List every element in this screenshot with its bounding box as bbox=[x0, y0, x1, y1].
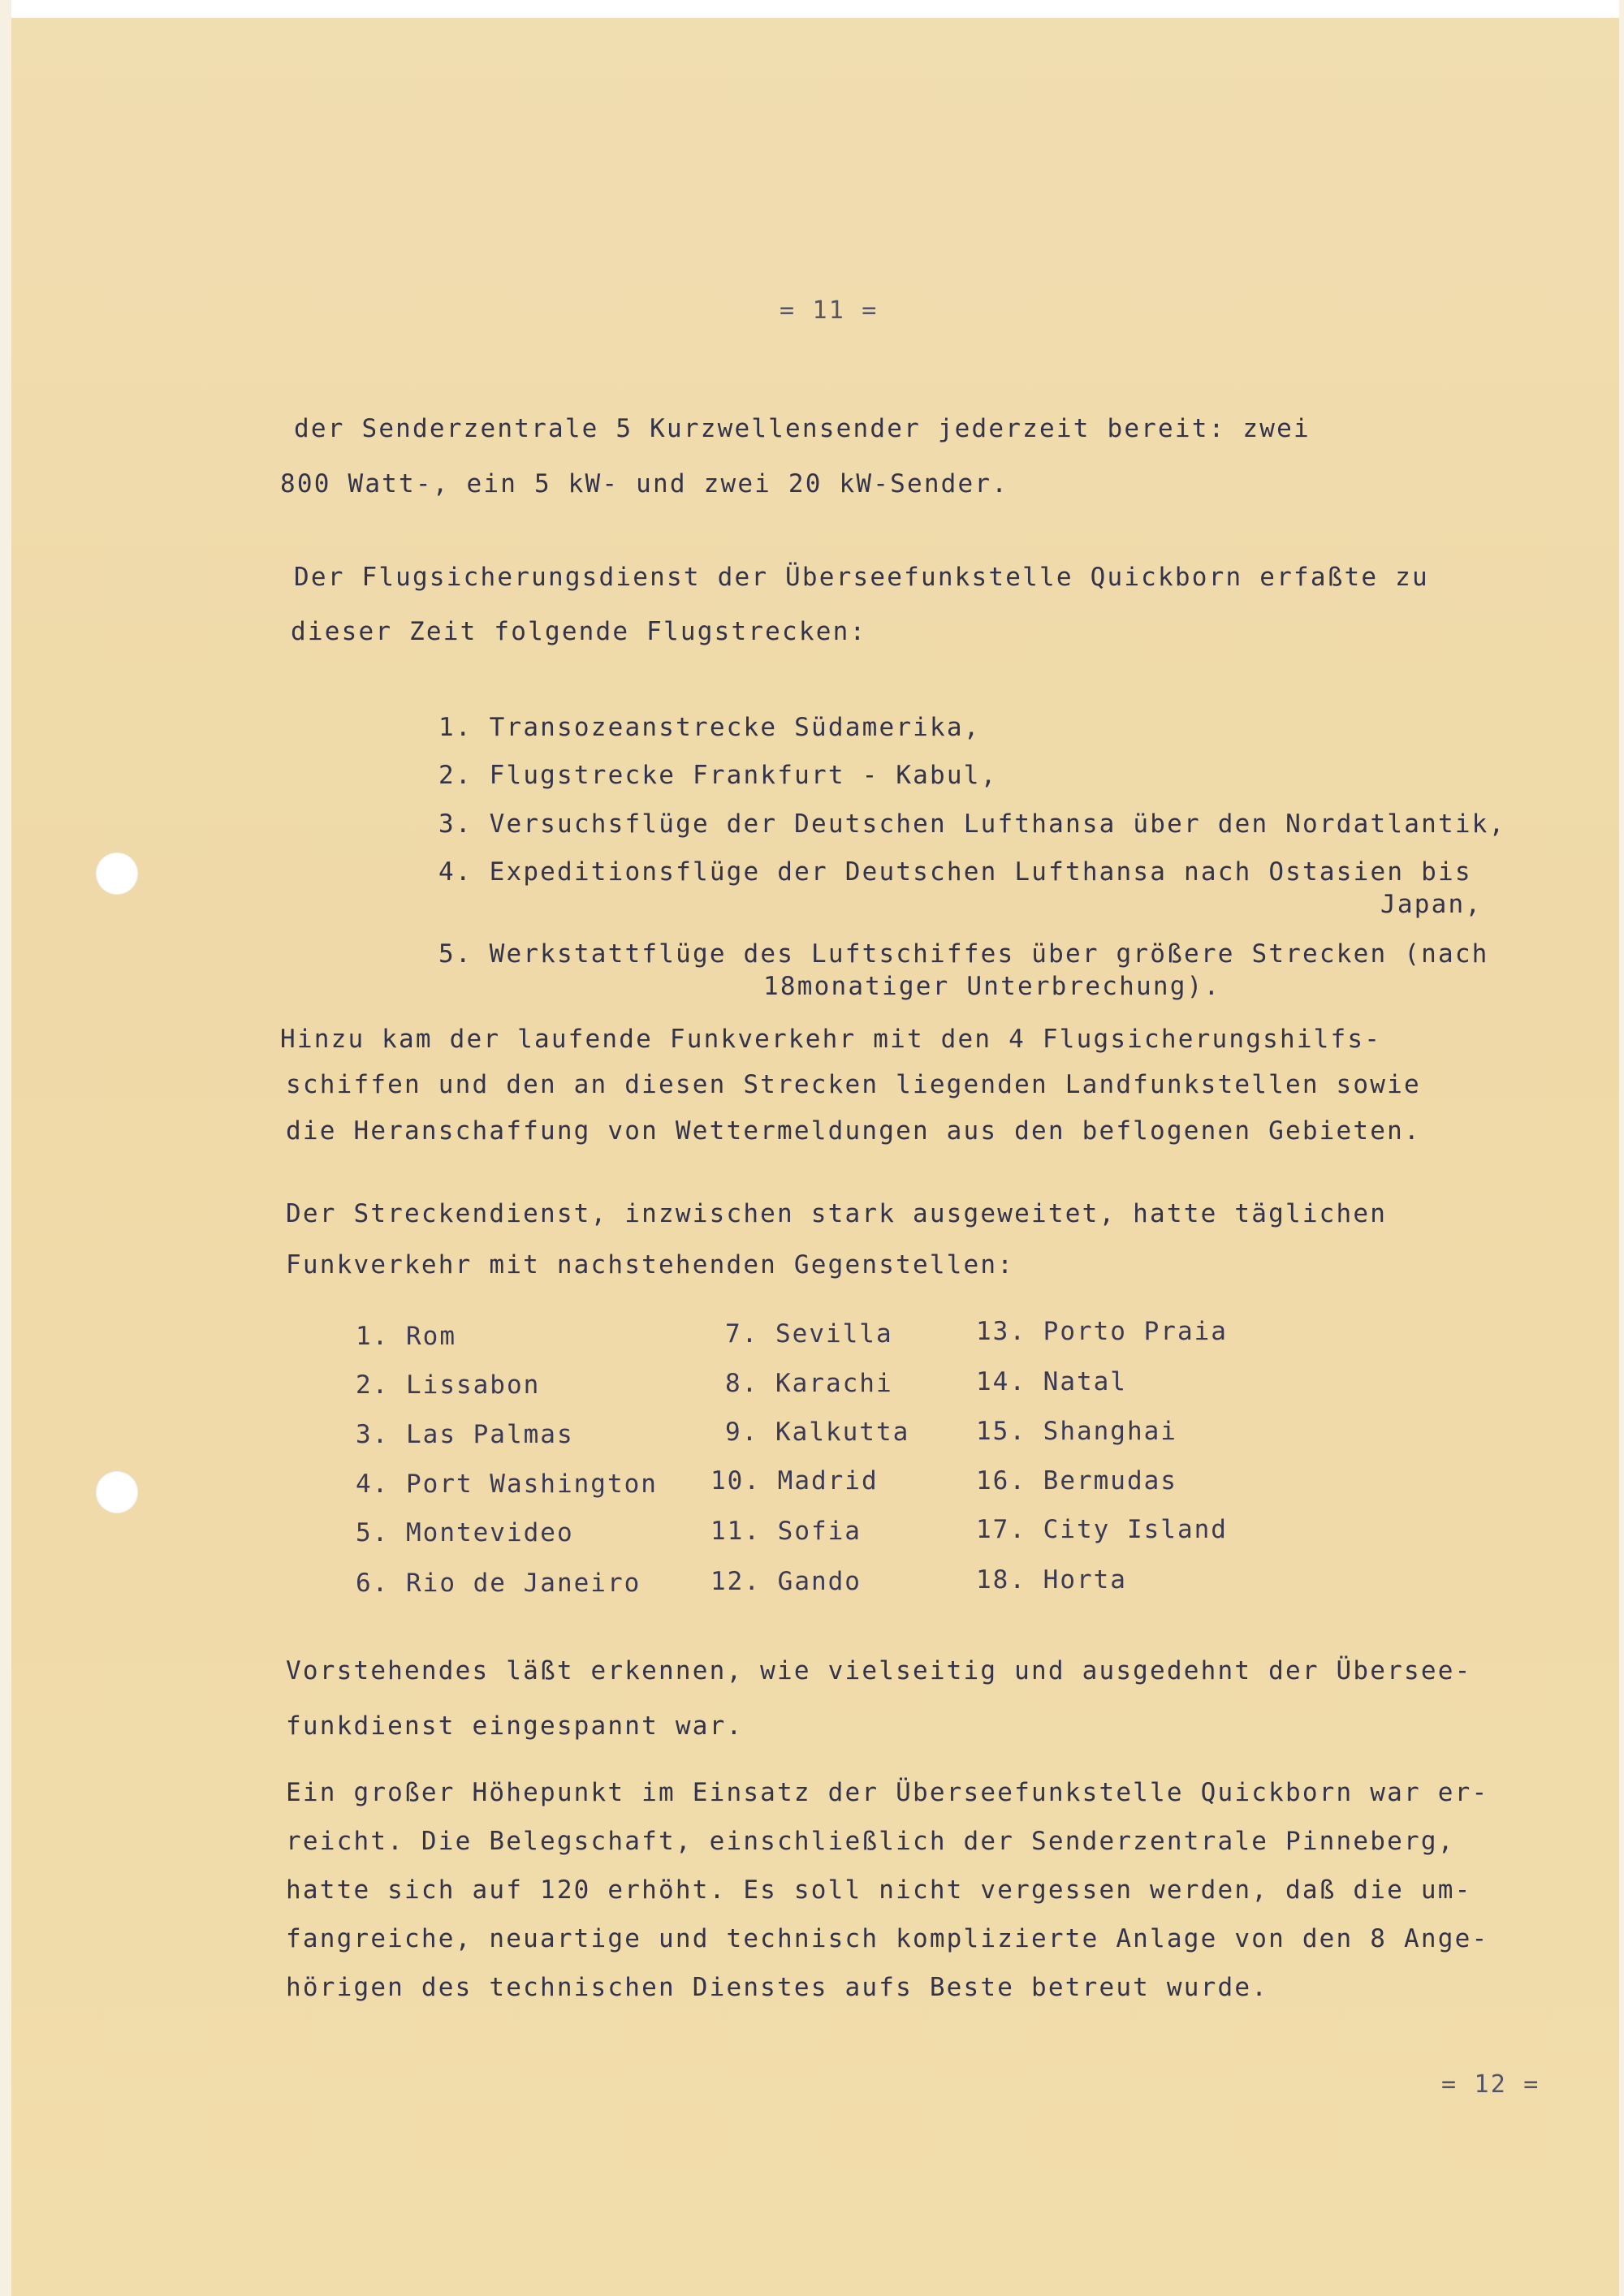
paragraph3-line1: Hinzu kam der laufende Funkverkehr mit den 4 Flugsicherungshilfs- bbox=[280, 1025, 1382, 1054]
page-footer-next: = 12 = bbox=[1441, 2070, 1540, 2099]
station-item: 1. Rom bbox=[356, 1322, 456, 1351]
punch-hole-upper bbox=[96, 852, 138, 895]
page-header-number: = 11 = bbox=[780, 296, 879, 325]
paragraph6-line1: Ein großer Höhepunkt im Einsatz der Überseefunkstelle Quickborn war er- bbox=[286, 1778, 1489, 1807]
page-top-margin bbox=[0, 0, 1624, 18]
station-item: 13. Porto Praia bbox=[976, 1317, 1228, 1346]
route-item-1: 1. Transozeanstrecke Südamerika, bbox=[438, 713, 981, 742]
station-item: 14. Natal bbox=[976, 1367, 1127, 1396]
station-item: 3. Las Palmas bbox=[356, 1420, 574, 1449]
station-item: 11. Sofia bbox=[710, 1517, 862, 1546]
route-item-5-cont: 18monatiger Unterbrechung). bbox=[763, 972, 1221, 1001]
page-left-margin bbox=[0, 0, 11, 2296]
station-item: 16. Bermudas bbox=[976, 1466, 1177, 1495]
paragraph6-line4: fangreiche, neuartige und technisch komplizierte Anlage von den 8 Ange- bbox=[286, 1924, 1489, 1953]
paragraph1-line2: 800 Watt-, ein 5 kW- und zwei 20 kW-Sender. bbox=[280, 469, 1009, 498]
route-item-4-cont: Japan, bbox=[1380, 890, 1483, 919]
page-right-margin bbox=[1619, 0, 1624, 2296]
station-item: 10. Madrid bbox=[710, 1466, 879, 1495]
station-item: 6. Rio de Janeiro bbox=[356, 1569, 641, 1598]
paragraph6-line2: reicht. Die Belegschaft, einschließlich der Senderzentrale Pinneberg, bbox=[286, 1827, 1455, 1856]
station-item: 15. Shanghai bbox=[976, 1417, 1177, 1446]
paragraph1-line1: der Senderzentrale 5 Kurzwellensender jederzeit bereit: zwei bbox=[294, 414, 1311, 443]
paragraph5-line1: Vorstehendes läßt erkennen, wie vielseitig und ausgedehnt der Übersee- bbox=[286, 1656, 1472, 1685]
station-item: 5. Montevideo bbox=[356, 1518, 574, 1547]
route-item-4: 4. Expeditionsflüge der Deutschen Lufthansa nach Ostasien bis bbox=[438, 857, 1472, 887]
paragraph6-line3: hatte sich auf 120 erhöht. Es soll nicht vergessen werden, daß die um- bbox=[286, 1875, 1472, 1905]
station-item: 12. Gando bbox=[710, 1567, 862, 1596]
paragraph6-line5: hörigen des technischen Dienstes aufs Beste betreut wurde. bbox=[286, 1973, 1269, 2002]
paragraph4-line2: Funkverkehr mit nachstehenden Gegenstellen: bbox=[286, 1250, 1015, 1280]
paragraph2-line1: Der Flugsicherungsdienst der Überseefunkstelle Quickborn erfaßte zu bbox=[294, 563, 1429, 592]
paragraph3-line3: die Heranschaffung von Wettermeldungen aus den beflogenen Gebieten. bbox=[286, 1116, 1421, 1146]
paragraph5-line2: funkdienst eingespannt war. bbox=[286, 1711, 744, 1741]
route-item-3: 3. Versuchsflüge der Deutschen Lufthansa über den Nordatlantik, bbox=[438, 809, 1506, 839]
station-item: 7. Sevilla bbox=[725, 1319, 893, 1349]
paragraph3-line2: schiffen und den an diesen Strecken liegenden Landfunkstellen sowie bbox=[286, 1070, 1421, 1099]
route-item-2: 2. Flugstrecke Frankfurt - Kabul, bbox=[438, 761, 998, 790]
station-item: 18. Horta bbox=[976, 1565, 1127, 1595]
route-item-5: 5. Werkstattflüge des Luftschiffes über größere Strecken (nach bbox=[438, 939, 1489, 969]
station-item: 9. Kalkutta bbox=[725, 1418, 910, 1447]
paragraph4-line1: Der Streckendienst, inzwischen stark ausgeweitet, hatte täglichen bbox=[286, 1199, 1388, 1228]
station-item: 8. Karachi bbox=[725, 1369, 893, 1398]
station-item: 17. City Island bbox=[976, 1515, 1228, 1544]
punch-hole-lower bbox=[96, 1471, 138, 1513]
station-item: 2. Lissabon bbox=[356, 1370, 541, 1400]
station-item: 4. Port Washington bbox=[356, 1470, 658, 1499]
paragraph2-line2: dieser Zeit folgende Flugstrecken: bbox=[291, 617, 867, 646]
